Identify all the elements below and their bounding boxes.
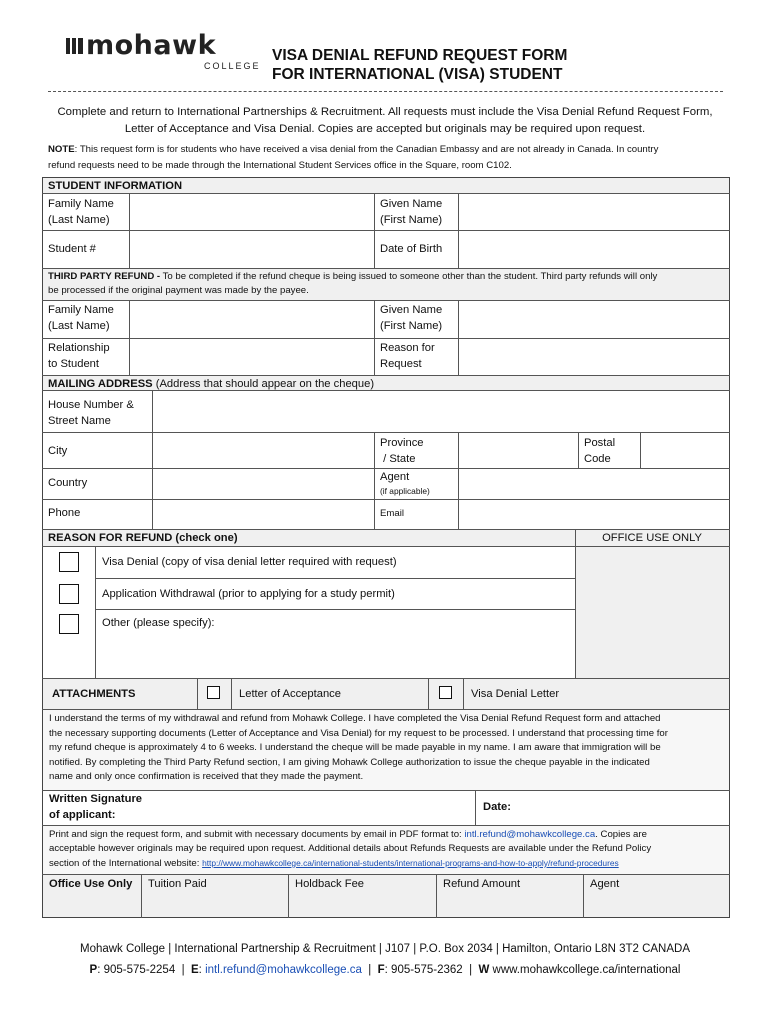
row-line bbox=[42, 432, 730, 433]
intro-text bbox=[40, 104, 730, 138]
agent-label: Agent (if applicable) bbox=[380, 471, 430, 496]
city-label: City bbox=[48, 445, 68, 457]
row-line bbox=[95, 578, 575, 579]
col-line bbox=[436, 874, 437, 918]
other-reason-field[interactable] bbox=[96, 632, 574, 677]
footer-website[interactable]: www.mohawkcollege.ca/international bbox=[489, 964, 681, 976]
row-line bbox=[42, 546, 730, 547]
row-line bbox=[42, 709, 730, 710]
third-party-given-name-label: Given Name (First Name) bbox=[380, 304, 443, 332]
third-party-family-name-field[interactable] bbox=[130, 301, 374, 338]
attachments-heading: ATTACHMENTS bbox=[52, 688, 136, 700]
agent-office-label: Agent bbox=[590, 878, 620, 890]
date-of-birth-field[interactable] bbox=[459, 231, 729, 268]
city-field[interactable] bbox=[153, 433, 374, 468]
date-field[interactable] bbox=[520, 791, 728, 825]
student-given-name-field[interactable] bbox=[459, 194, 729, 230]
third-party-given-name-field[interactable] bbox=[459, 301, 729, 338]
logo-wordmark: mohawk bbox=[86, 30, 217, 61]
date-label: Date: bbox=[483, 801, 511, 813]
country-field[interactable] bbox=[153, 469, 374, 499]
letter-of-acceptance-checkbox[interactable] bbox=[207, 686, 220, 699]
date-of-birth-label: Date of Birth bbox=[380, 243, 443, 255]
submit-instructions: Print and sign the request form, and submit with necessary documents by email in PDF format to: intl.refund@mohawkcollege.ca. Copies are acceptable however originals may be required upon request. Additional details about Refunds Requests are available under the Refund Policy section of the International website: http://www.mohawkcollege.ca/international-students/international-programs-and-how-to-apply/refund-procedures bbox=[49, 829, 652, 869]
mailing-address-heading: MAILING ADDRESS (Address that should appear on the cheque) bbox=[48, 378, 375, 390]
intro-line2: Letter of Acceptance and Visa Denial. Copies are accepted but originals may be required upon request. bbox=[124, 123, 646, 135]
footer-contact: P: 905-575-2254 | E: intl.refund@mohawkcollege.ca | F: 905-575-2362 | W www.mohawkcollege.ca/international bbox=[89, 964, 681, 976]
form-title-line2: FOR INTERNATIONAL (VISA) STUDENT bbox=[272, 66, 563, 83]
note-label: NOTE bbox=[48, 144, 75, 155]
email-label: Email bbox=[380, 508, 404, 519]
application-withdrawal-checkbox[interactable] bbox=[59, 584, 79, 604]
third-party-family-name-label: Family Name (Last Name) bbox=[48, 304, 114, 332]
letter-of-acceptance-label: Letter of Acceptance bbox=[239, 688, 341, 700]
province-state-field[interactable] bbox=[459, 433, 578, 468]
visa-denial-letter-checkbox[interactable] bbox=[439, 686, 452, 699]
form-title-line1: VISA DENIAL REFUND REQUEST FORM bbox=[272, 47, 568, 64]
reason-heading: REASON FOR REFUND (check one) bbox=[48, 532, 238, 544]
student-given-name-label: Given Name (First Name) bbox=[380, 198, 443, 226]
email-field[interactable] bbox=[459, 500, 729, 529]
country-label: Country bbox=[48, 477, 88, 489]
tuition-paid-label: Tuition Paid bbox=[148, 878, 207, 890]
col-line bbox=[374, 300, 375, 375]
header-divider bbox=[48, 91, 723, 92]
relationship-label: Relationship to Student bbox=[48, 342, 110, 370]
signature-field[interactable] bbox=[170, 791, 474, 825]
col-line bbox=[575, 529, 576, 678]
logo-bars-icon bbox=[66, 38, 85, 56]
note-text bbox=[48, 142, 720, 173]
row-line bbox=[42, 874, 730, 875]
logo-college-text: COLLEGE bbox=[204, 61, 261, 71]
office-use-only-row-label: Office Use Only bbox=[49, 878, 133, 890]
postal-code-label: Postal Code bbox=[584, 437, 616, 465]
form-title bbox=[272, 46, 567, 84]
intro-line1: Complete and return to International Partnerships & Recruitment. All requests must include the Visa Denial Refund Request Form, bbox=[57, 106, 713, 118]
reason-for-request-field[interactable] bbox=[459, 339, 729, 375]
col-line bbox=[197, 678, 198, 709]
phone-label: Phone bbox=[48, 507, 81, 519]
house-street-label: House Number & Street Name bbox=[48, 399, 134, 427]
agent-field[interactable] bbox=[459, 469, 729, 499]
row-line bbox=[42, 268, 730, 269]
reason-option-visa-denial: Visa Denial (copy of visa denial letter required with request) bbox=[102, 556, 397, 568]
signature-label: Written Signature of applicant: bbox=[49, 793, 143, 821]
province-state-label: Province / State bbox=[380, 437, 424, 465]
refund-email-link[interactable]: intl.refund@mohawkcollege.ca bbox=[464, 829, 596, 840]
col-line bbox=[374, 432, 375, 529]
office-row-bg bbox=[43, 874, 729, 917]
student-number-field[interactable] bbox=[130, 231, 374, 268]
col-line bbox=[374, 193, 375, 268]
postal-code-field[interactable] bbox=[641, 433, 729, 468]
refund-amount-label: Refund Amount bbox=[443, 878, 521, 890]
student-info-heading: STUDENT INFORMATION bbox=[48, 180, 183, 192]
col-line bbox=[141, 874, 142, 918]
declaration-text: I understand the terms of my withdrawal and refund from Mohawk College. I have completed the Visa Denial Refund Request form and attached the necessary supporting documents (Letter of Acceptance and Visa Denial) for my request to be processed. I understand that processing time for my refund cheque is approximately 4 to 6 weeks. I understand the cheque will be made payable in my name. I am aware that immigration will be notified. By completing the Third Party Refund section, I am giving Mohawk College authorization to issue the cheque payable in the indicated name and only once confirmation is received that they made the payment. bbox=[49, 713, 668, 782]
note-line2: refund requests need to be made through the International Student Services office in the Square, room C102. bbox=[48, 159, 512, 171]
footer-email-link[interactable]: intl.refund@mohawkcollege.ca bbox=[205, 964, 362, 976]
holdback-fee-label: Holdback Fee bbox=[295, 878, 365, 890]
visa-denial-checkbox[interactable] bbox=[59, 552, 79, 572]
house-street-field[interactable] bbox=[153, 391, 729, 432]
relationship-field[interactable] bbox=[130, 339, 374, 375]
refund-procedures-link[interactable]: http://www.mohawkcollege.ca/international-students/international-programs-and-how-to-apply/refund-procedures bbox=[202, 858, 619, 868]
office-use-only-label: OFFICE USE ONLY bbox=[602, 532, 702, 544]
row-line bbox=[95, 609, 575, 610]
student-family-name-label: Family Name (Last Name) bbox=[48, 198, 114, 226]
note-line1: : This request form is for students who have received a visa denial from the Canadian Embassy and are not already in Canada. In country bbox=[74, 144, 659, 155]
row-line bbox=[42, 678, 730, 679]
footer-address: Mohawk College | International Partnership & Recruitment | J107 | P.O. Box 2034 | Hamilton, Ontario L8N 3T2 CANADA bbox=[79, 943, 691, 955]
student-number-label: Student # bbox=[48, 243, 96, 255]
reason-option-other: Other (please specify): bbox=[102, 617, 215, 629]
col-line bbox=[428, 678, 429, 709]
row-line bbox=[42, 825, 730, 826]
col-line bbox=[231, 678, 232, 709]
reason-for-request-label: Reason for Request bbox=[380, 342, 435, 370]
phone-field[interactable] bbox=[153, 500, 374, 529]
attachments-bg bbox=[43, 678, 729, 709]
col-line bbox=[288, 874, 289, 918]
col-line bbox=[475, 790, 476, 825]
third-party-heading: THIRD PARTY REFUND - To be completed if the refund cheque is being issued to someone other than the student. Third party refunds will only be processed if the original payment was made by the payee. bbox=[48, 271, 658, 296]
col-line bbox=[583, 874, 584, 918]
student-family-name-field[interactable] bbox=[130, 194, 374, 230]
office-use-bg bbox=[575, 546, 729, 678]
col-line bbox=[578, 432, 579, 468]
other-reason-checkbox[interactable] bbox=[59, 614, 79, 634]
visa-denial-letter-label: Visa Denial Letter bbox=[471, 688, 560, 700]
reason-option-withdrawal: Application Withdrawal (prior to applying for a study permit) bbox=[102, 588, 395, 600]
col-line bbox=[463, 678, 464, 709]
